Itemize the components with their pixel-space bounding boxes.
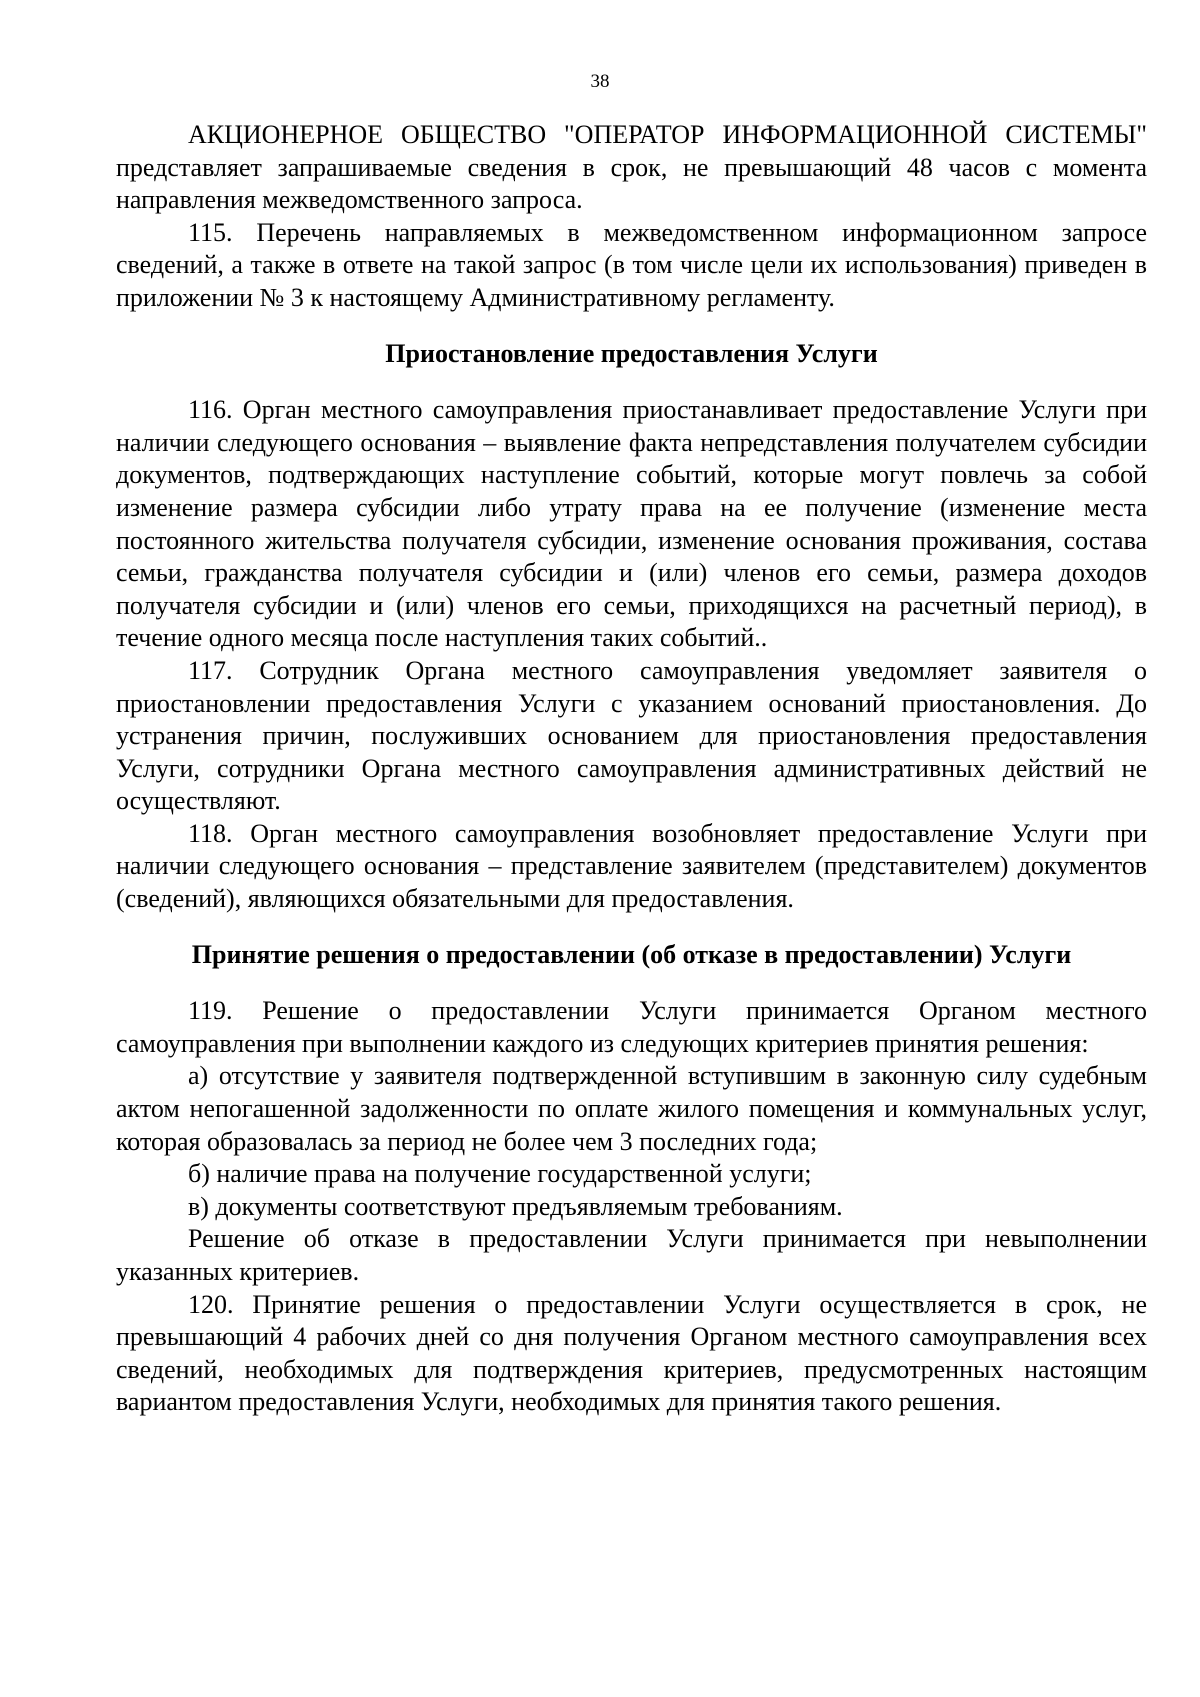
page-number: 38 <box>590 71 610 92</box>
list-item-b: б) наличие права на получение государственной услуги; <box>188 1159 812 1189</box>
paragraph-refusal: Решение об отказе в предоставлении Услуги принимается при невыполнении указанных критериев. <box>116 1224 1147 1286</box>
paragraph-120: 120. Принятие решения о предоставлении Услуги осуществляется в срок, не превышающий 4 рабочих дней со дня получения Органом местного самоуправления всех сведений, необходимых для подтверждения критериев, предусмотренных настоящим вариантом предоставления Услуги, необходимых для принятия такого решения. <box>116 1289 1147 1417</box>
section-heading-suspension: Приостановление предоставления Услуги <box>385 338 878 368</box>
paragraph-118: 118. Орган местного самоуправления возобновляет предоставление Услуги при наличии следующего основания – представление заявителем (представителем) документов (сведений), являющихся обязательными для предоставления. <box>116 818 1147 914</box>
paragraph-117: 117. Сотрудник Органа местного самоуправления уведомляет заявителя о приостановлении предоставления Услуги с указанием оснований приостановления. До устранения причин, послуживших основанием для приостановления предоставления Услуги, сотрудники Органа местного самоуправления административных действий не осуществляют. <box>116 655 1147 816</box>
document-body <box>116 119 1147 1419</box>
paragraph-116: 116. Орган местного самоуправления приостанавливает предоставление Услуги при наличии следующего основания – выявление факта непредставления получателем субсидии документов, подтверждающих наступление событий, которые могут повлечь за собой изменение размера субсидии либо утрату права на ее получение (изменение места постоянного жительства получателя субсидии, изменение основания проживания, состава семьи, гражданства получателя субсидии и (или) членов его семьи, размера доходов получателя субсидии и (или) членов его семьи, приходящихся на расчетный период), в течение одного месяца после наступления таких событий.. <box>116 395 1147 653</box>
paragraph-115: 115. Перечень направляемых в межведомственном информационном запросе сведений, а также в ответе на такой запрос (в том числе цели их использования) приведен в приложении № 3 к настоящему Административному регламенту. <box>116 217 1147 312</box>
paragraph-operator-response: АКЦИОНЕРНОЕ ОБЩЕСТВО "ОПЕРАТОР ИНФОРМАЦИОННОЙ СИСТЕМЫ" представляет запрашиваемые сведения в срок, не превышающий 48 часов с момента направления межведомственного запроса. <box>116 120 1147 215</box>
section-heading-decision: Принятие решения о предоставлении (об отказе в предоставлении) Услуги <box>191 939 1072 969</box>
list-item-a: а) отсутствие у заявителя подтвержденной вступившим в законную силу судебным актом непогашенной задолженности по оплате жилого помещения и коммунальных услуг, которая образовалась за период не более чем 3 последних года; <box>116 1061 1147 1156</box>
paragraph-119: 119. Решение о предоставлении Услуги принимается Органом местного самоуправления при выполнении каждого из следующих критериев принятия решения: <box>116 996 1147 1058</box>
list-item-v: в) документы соответствуют предъявляемым требованиям. <box>188 1191 843 1221</box>
